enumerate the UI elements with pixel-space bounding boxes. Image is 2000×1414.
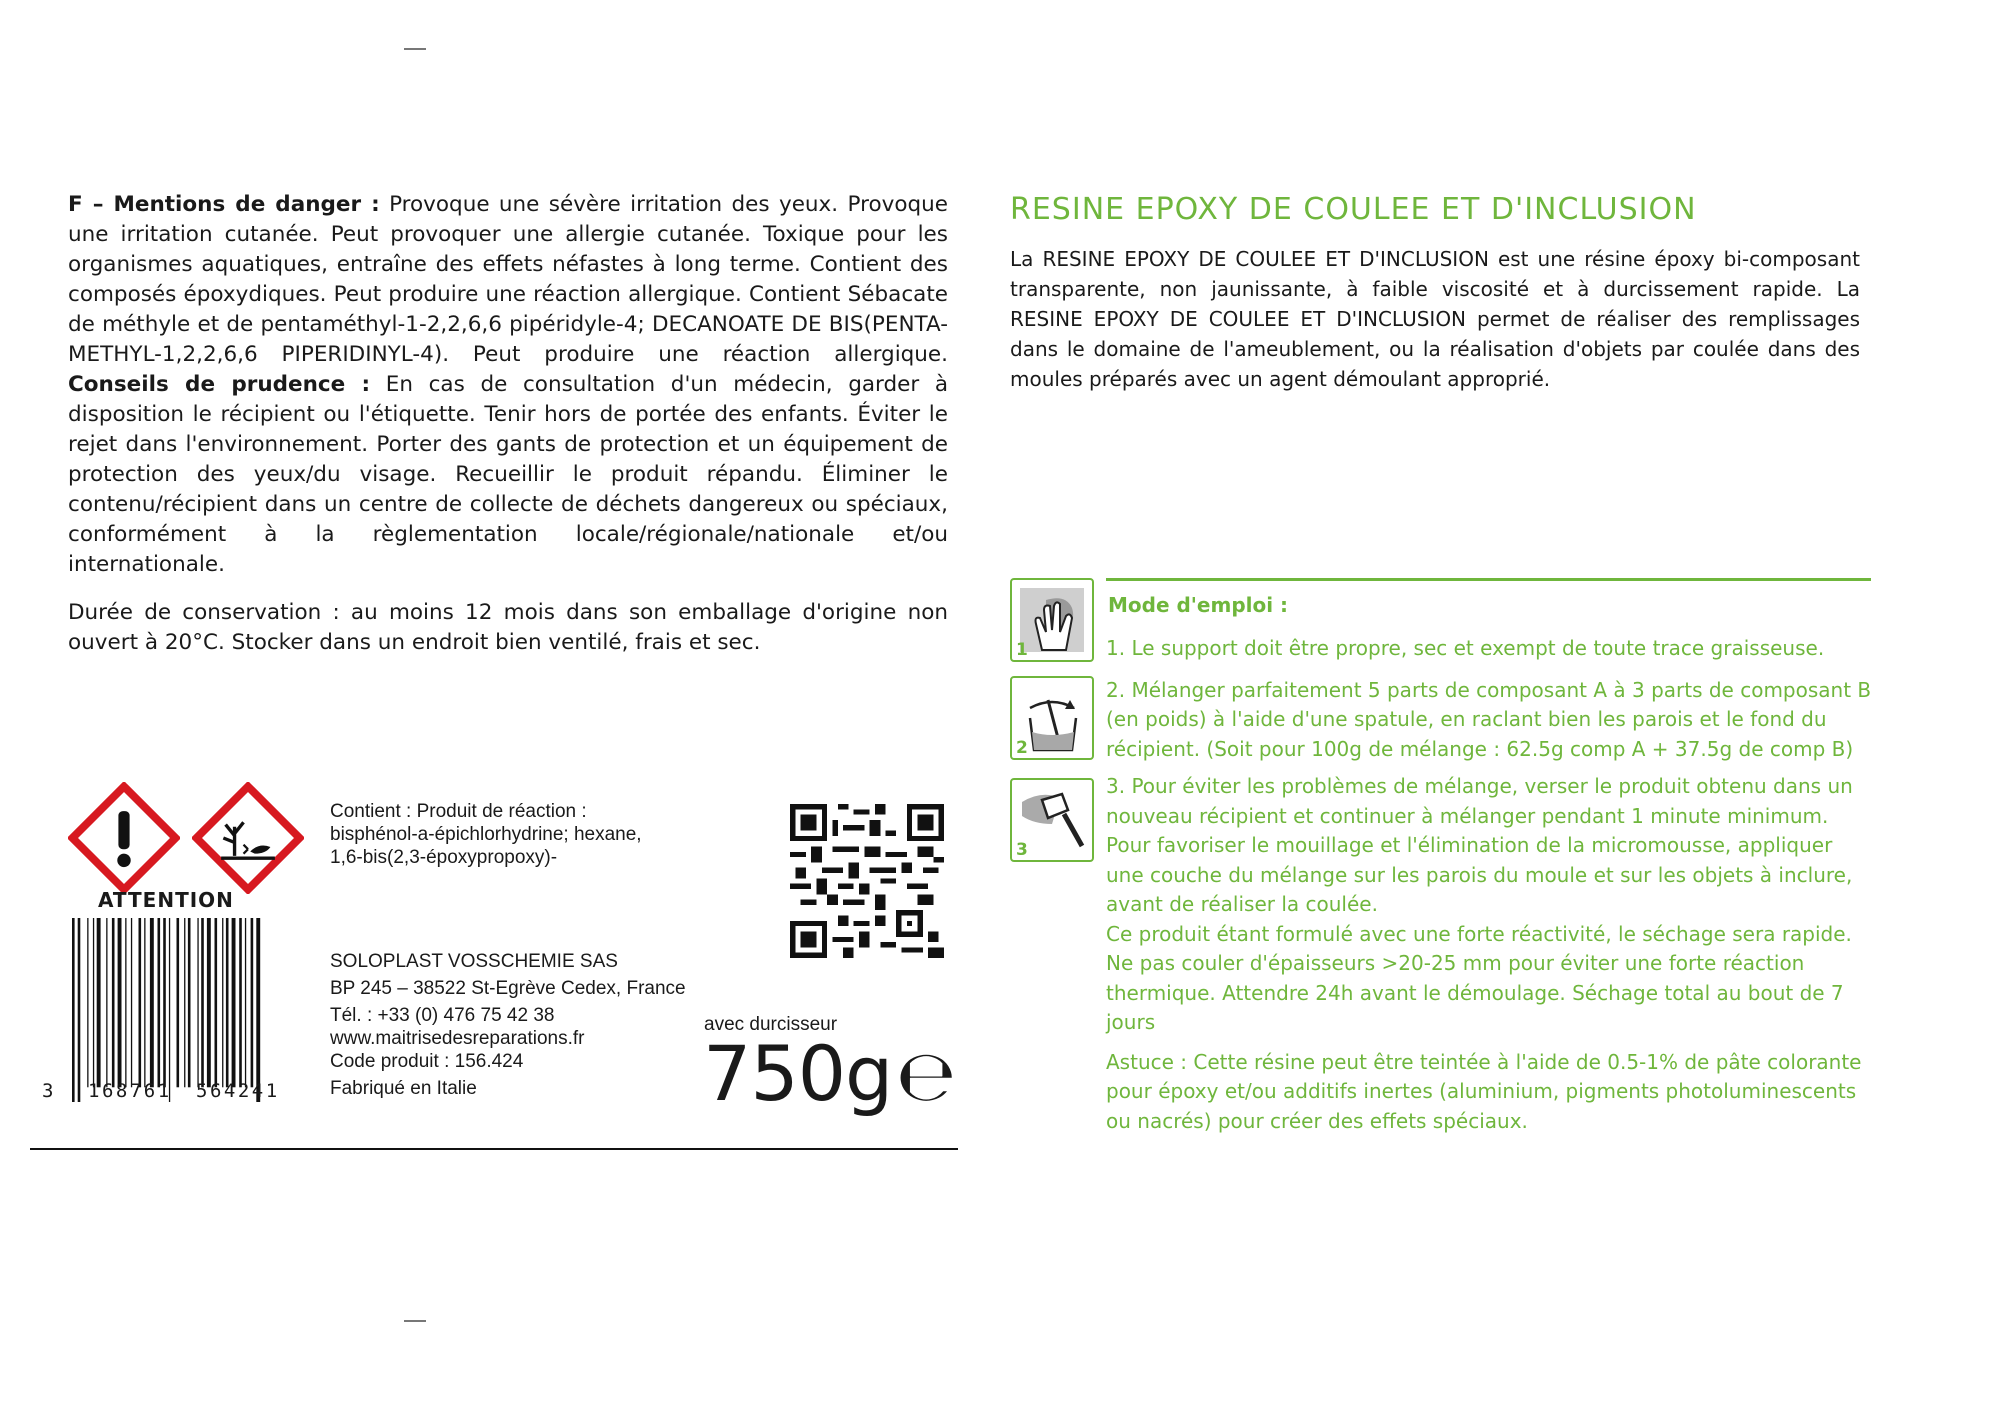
company-address: BP 245 – 38522 St-Egrève Cedex, France (330, 978, 686, 999)
company-block (330, 950, 686, 1100)
step-3-text: 3. Pour éviter les problèmes de mélange, verser le produit obtenu dans un nouveau récipient et continuer à mélanger pendant 1 minute minimum. (1106, 774, 1853, 828)
net-weight-value: 750g (703, 1029, 893, 1118)
step-3-application-text: Pour favoriser le mouillage et l'élimination de la micromousse, appliquer une couche du mélange sur les parois du moule et sur les objets à inclure, avant de réaliser la coulée. (1106, 833, 1853, 916)
environment-icon (192, 782, 304, 894)
company-website: www.maitrisedesreparations.fr (330, 1028, 585, 1049)
step-3-number: 3 (1016, 840, 1028, 860)
composition-block (330, 800, 642, 869)
step-2-text: 2. Mélanger parfaitement 5 parts de composant A à 3 parts de composant B (en poids) à l'aide d'une spatule, en raclant bien les parois et le fond du récipient. (Soit pour 100g de mélange : 62.5g comp A + 37.5g de comp B) (1106, 677, 1872, 761)
bottom-divider (30, 1148, 958, 1150)
step-3-icon-box (1010, 778, 1094, 862)
weight-caption: avec durcisseur (704, 1014, 838, 1035)
made-in: Fabriqué en Italie (330, 1078, 477, 1099)
product-description: La RESINE EPOXY DE COULEE ET D'INCLUSION est une résine époxy bi-composant transparente, non jaunissante, à faible viscosité et à durcissement rapide. La RESINE EPOXY DE COULEE ET D'INCLUSION permet de réaliser des remplissages dans le domaine de l'ameublement, ou la réalisation d'objets par coulée dans des moules préparés avec un agent démoulant approprié. (1010, 247, 1860, 391)
step-3-reactivity-text: Ce produit étant formulé avec une forte réactivité, le séchage sera rapide. Ne pas couler d'épaisseurs >20-25 mm pour éviter une forte réaction thermique. Attendre 24h avant le démoulage. Séchage total au bout de 7 jours (1106, 921, 1852, 1034)
estimated-sign: ℮ (896, 1035, 956, 1117)
prudence-text: En cas de consultation d'un médecin, garder à disposition le récipient ou l'étiquette. Tenir hors de portée des enfants. Éviter le rejet dans l'environnement. Porter des gants de protection et un équipement de protection des yeux/du visage. Recueillir le produit répandu. Éliminer le contenu/récipient dans un centre de collecte de déchets dangereux ou spéciaux, conformément à la règlementation locale/régionale/nationale et/ou internationale. (68, 372, 949, 577)
danger-text: Provoque une sévère irritation des yeux. Provoque une irritation cutanée. Peut provoquer une allergie cutanée. Toxique pour les organismes aquatiques, entraîne des effets néfastes à long terme. Contient des composés époxydiques. Peut produire une réaction allergique. Contient Sébacate de méthyle et de pentaméthyl-1-2,2,6,6 pipéridyle-4; DECANOATE DE BIS(PENTA-METHYL-1,2,2,6,6 PIPERIDINYL-4). Peut produire une réaction allergique. (68, 192, 948, 367)
company-name: SOLOPLAST VOSSCHEMIE SAS (330, 951, 618, 972)
company-phone: Tél. : +33 (0) 476 75 42 38 (330, 1005, 555, 1026)
barcode-group-1: 168761 (88, 1080, 172, 1102)
scan-mark-bottom (404, 1320, 426, 1322)
step-2-number: 2 (1016, 738, 1028, 758)
instructions-divider (1106, 578, 1871, 581)
net-weight (703, 1029, 956, 1118)
step-1-text: 1. Le support doit être propre, sec et exempt de toute trace graisseuse. (1106, 636, 1825, 660)
composition-line-1: Contient : Produit de réaction : (330, 801, 587, 822)
conservation-text: Durée de conservation : au moins 12 mois dans son emballage d'origine non ouvert à 20°C. Stocker dans un endroit bien ventilé, frais et sec. (68, 600, 948, 655)
instruction-steps (1106, 634, 1874, 1136)
scan-mark-top (404, 48, 426, 50)
instructions-title: Mode d'emploi : (1108, 593, 1289, 617)
qr-code (790, 804, 944, 958)
step-1-icon-box (1010, 578, 1094, 662)
danger-heading: F – Mentions de danger : (68, 192, 380, 217)
composition-line-2: bisphénol-a-épichlorhydrine; hexane, (330, 824, 642, 845)
step-2-icon-box (1010, 676, 1094, 760)
danger-statements (68, 190, 948, 580)
step-1-number: 1 (1016, 640, 1028, 660)
hazard-text-block (68, 190, 948, 658)
signal-word: ATTENTION (98, 888, 234, 912)
barcode (68, 918, 300, 1102)
barcode-group-2: 564241 (196, 1080, 280, 1102)
tip-text: Astuce : Cette résine peut être teintée à l'aide de 0.5-1% de pâte colorante pour époxy et/ou additifs inertes (aluminium, pigments photoluminescents ou nacrés) pour créer des effets spéciaux. (1106, 1049, 1862, 1133)
prudence-heading: Conseils de prudence : (68, 372, 371, 397)
barcode-first-digit: 3 (42, 1080, 56, 1102)
composition-line-3: 1,6-bis(2,3-époxypropoxy)- (330, 847, 558, 868)
product-code: Code produit : 156.424 (330, 1051, 524, 1072)
exclamation-icon (68, 782, 180, 894)
product-title: RESINE EPOXY DE COULEE ET D'INCLUSION (1010, 192, 1697, 227)
